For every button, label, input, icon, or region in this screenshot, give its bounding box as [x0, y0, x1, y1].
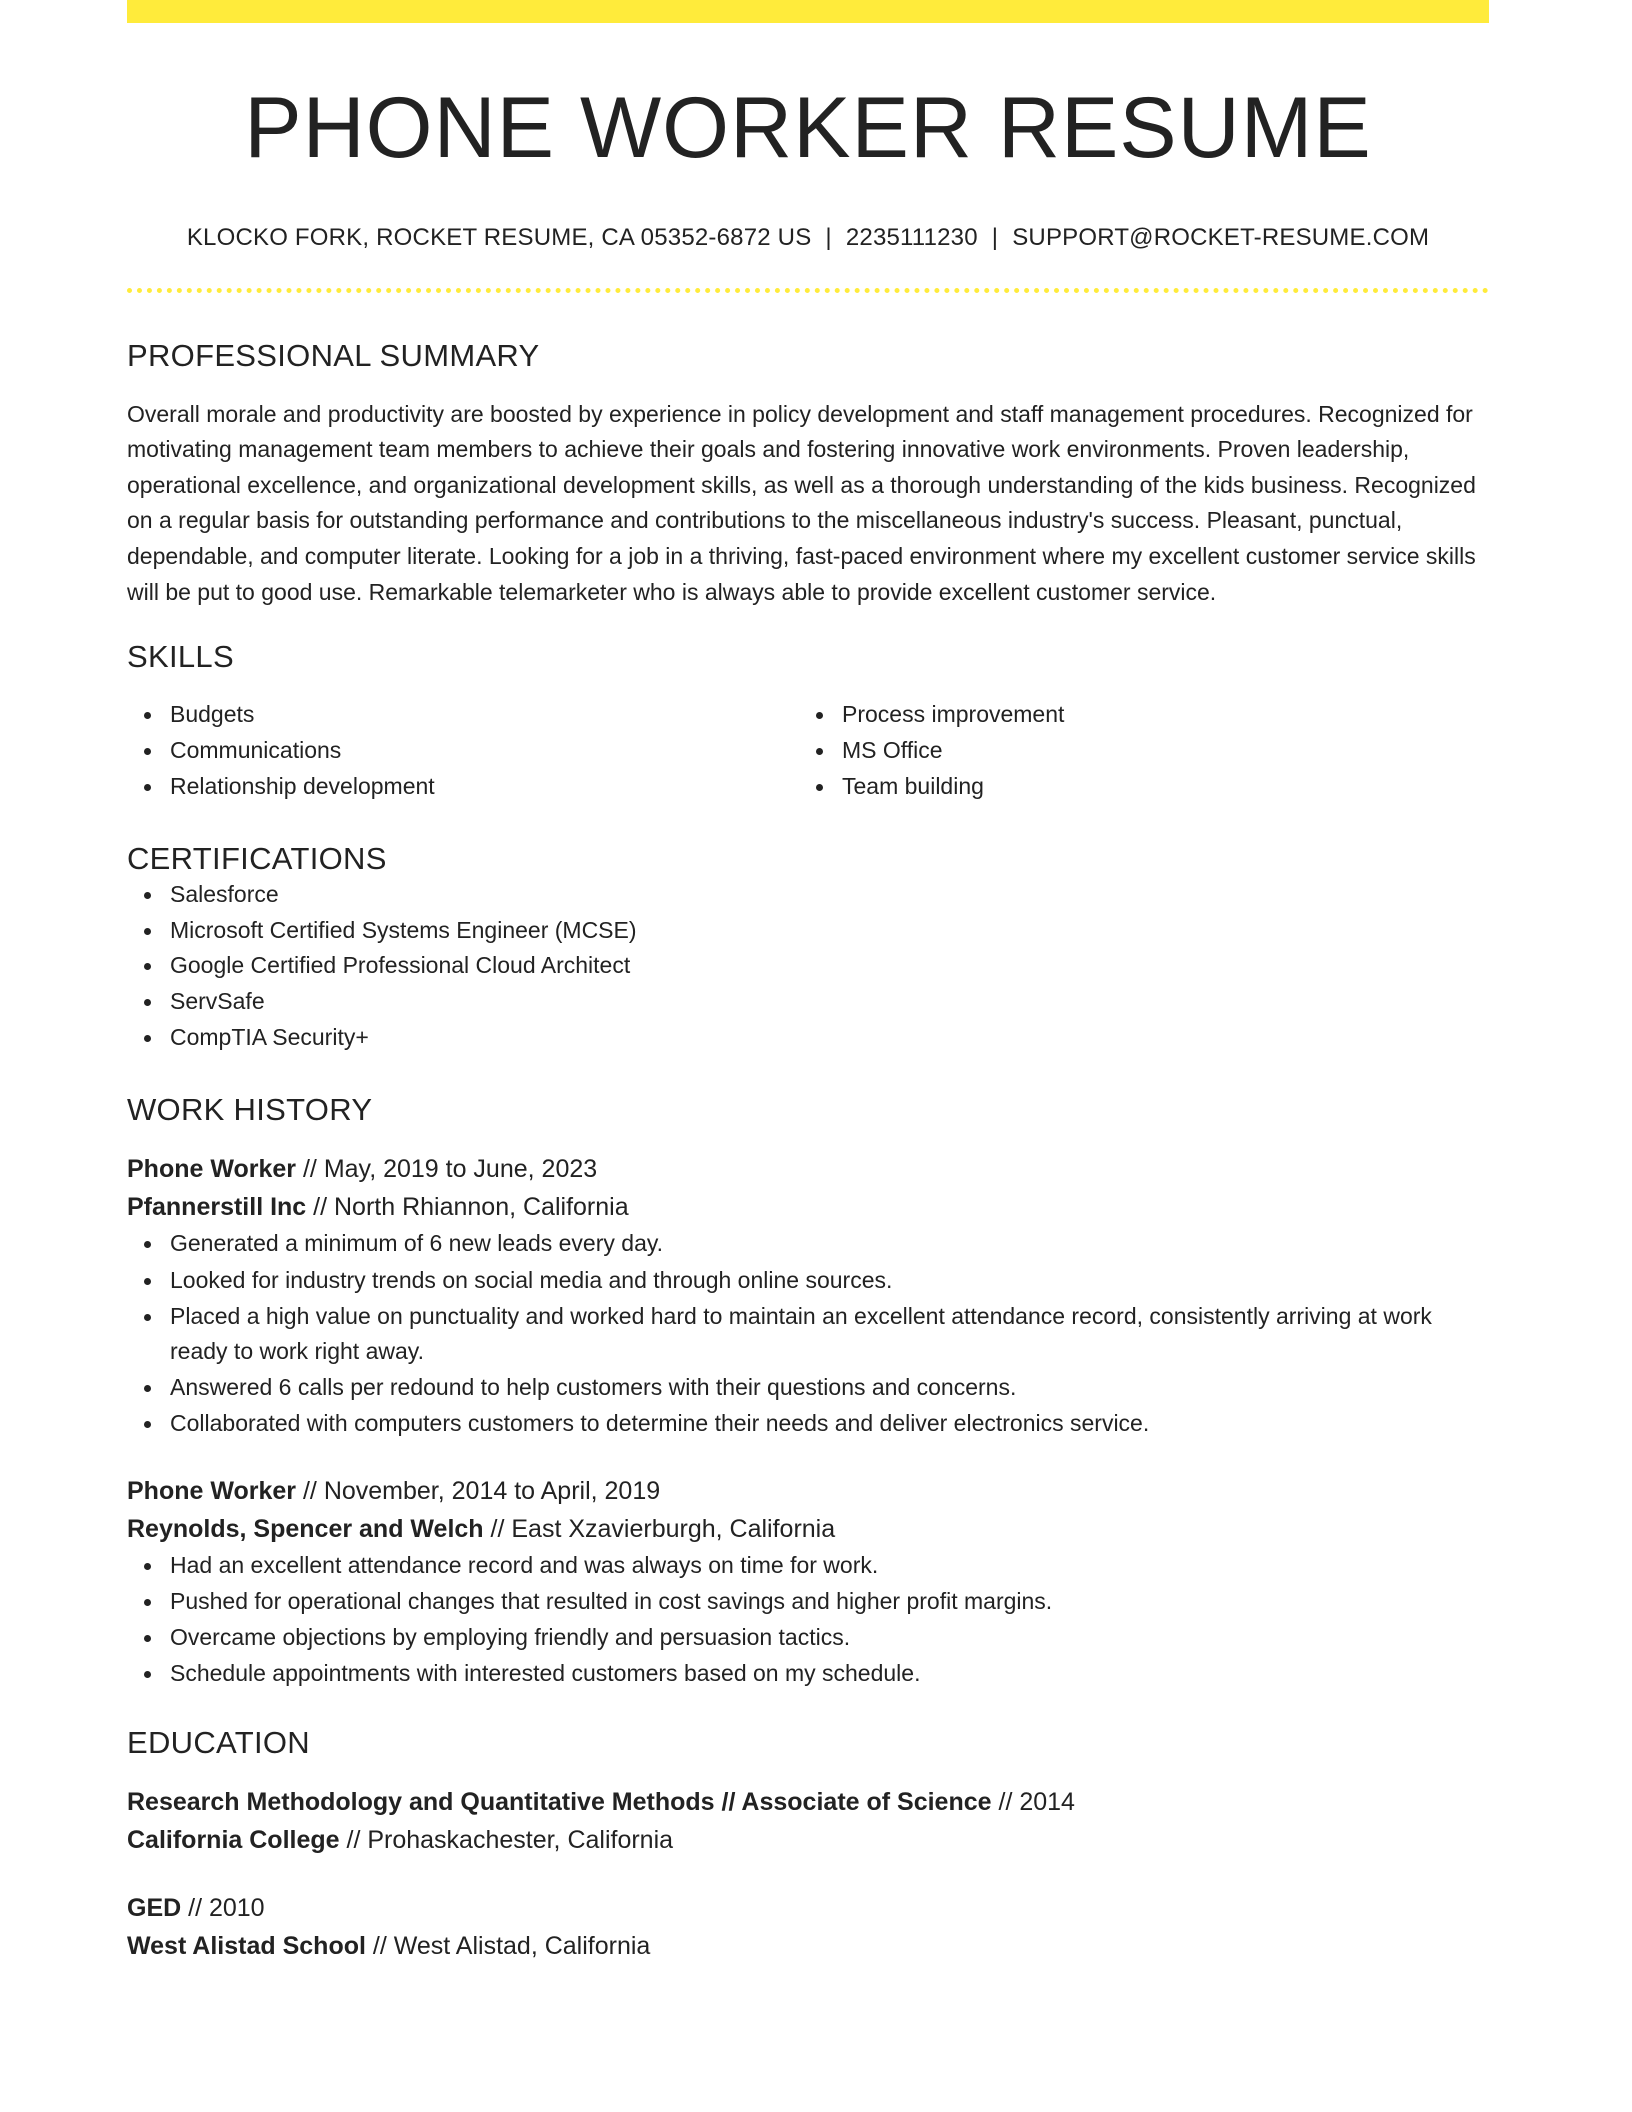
education-school: California College	[127, 1826, 340, 1855]
summary-heading: PROFESSIONAL SUMMARY	[127, 338, 540, 374]
resume-title: PHONE WORKER RESUME	[244, 80, 1372, 176]
job-duty: Placed a high value on punctuality and worked hard to maintain an excellent attendance record, consistently arriving at work ready to work right away.	[170, 1299, 1489, 1370]
skills-column-left	[127, 697, 799, 804]
job-role-line	[127, 1472, 1489, 1510]
job-location: // North Rhiannon, California	[306, 1193, 629, 1222]
job-duties-list	[127, 1226, 1489, 1442]
education-year: // 2010	[181, 1894, 265, 1923]
education-degree: Research Methodology and Quantitative Methods // Associate of Science	[127, 1788, 992, 1817]
job-duty: Pushed for operational changes that resulted in cost savings and higher profit margins.	[170, 1584, 1489, 1620]
education-school: West Alistad School	[127, 1932, 366, 1961]
certifications-list	[127, 877, 1489, 1055]
job-role: Phone Worker	[127, 1155, 297, 1184]
certification-item: Google Certified Professional Cloud Architect	[170, 948, 1489, 984]
certification-item: Salesforce	[170, 877, 1489, 913]
job-entry	[127, 1150, 1489, 1442]
contact-email: SUPPORT@ROCKET-RESUME.COM	[1012, 223, 1430, 251]
job-dates: // November, 2014 to April, 2019	[296, 1477, 661, 1506]
job-duty: Schedule appointments with interested customers based on my schedule.	[170, 1656, 1489, 1692]
job-role-line	[127, 1150, 1489, 1188]
job-company-line	[127, 1188, 1489, 1226]
resume-page	[127, 0, 1489, 1965]
skills-list-left	[127, 697, 799, 804]
job-company-line	[127, 1510, 1489, 1548]
education-location: // West Alistad, California	[365, 1932, 651, 1961]
job-entry	[127, 1472, 1489, 1692]
skill-item: Process improvement	[842, 697, 1471, 733]
certification-item: Microsoft Certified Systems Engineer (MCSE)	[170, 913, 1489, 949]
job-duty: Answered 6 calls per redound to help customers with their questions and concerns.	[170, 1370, 1489, 1406]
education-heading: EDUCATION	[127, 1724, 310, 1760]
certifications-heading: CERTIFICATIONS	[127, 841, 387, 877]
job-duty: Collaborated with computers customers to determine their needs and deliver electronics service.	[170, 1406, 1489, 1442]
job-company: Reynolds, Spencer and Welch	[127, 1515, 484, 1544]
job-duty: Generated a minimum of 6 new leads every day.	[170, 1226, 1489, 1262]
education-degree-line	[127, 1889, 1489, 1927]
skills-grid	[127, 697, 1489, 804]
job-duty: Looked for industry trends on social media and through online sources.	[170, 1263, 1489, 1299]
education-school-line	[127, 1821, 1489, 1859]
skill-item: Relationship development	[170, 769, 799, 805]
skill-item: Team building	[842, 769, 1471, 805]
job-duties-list	[127, 1548, 1489, 1692]
skills-heading: SKILLS	[127, 639, 234, 675]
job-company: Pfannerstill Inc	[127, 1193, 307, 1222]
certification-item: CompTIA Security+	[170, 1020, 1489, 1056]
job-location: // East Xzavierburgh, California	[483, 1515, 836, 1544]
education-location: // Prohaskachester, California	[339, 1826, 674, 1855]
contact-phone: 2235111230	[845, 223, 978, 251]
job-dates: // May, 2019 to June, 2023	[296, 1155, 598, 1184]
top-accent-bar	[127, 0, 1489, 23]
education-entry	[127, 1783, 1489, 1859]
education-degree-line	[127, 1783, 1489, 1821]
skill-item: Budgets	[170, 697, 799, 733]
education-entry	[127, 1889, 1489, 1965]
job-role: Phone Worker	[127, 1477, 297, 1506]
job-duty: Overcame objections by employing friendly and persuasion tactics.	[170, 1620, 1489, 1656]
education-degree: GED	[127, 1894, 182, 1923]
skill-item: Communications	[170, 733, 799, 769]
skills-list-right	[799, 697, 1471, 804]
contact-separator: |	[991, 223, 999, 251]
header-divider	[127, 288, 1489, 293]
certification-item: ServSafe	[170, 984, 1489, 1020]
contact-line	[127, 224, 1489, 253]
job-duty: Had an excellent attendance record and was always on time for work.	[170, 1548, 1489, 1584]
contact-separator: |	[825, 223, 832, 251]
skill-item: MS Office	[842, 733, 1471, 769]
skills-column-right	[799, 697, 1471, 804]
contact-address: KLOCKO FORK, ROCKET RESUME, CA 05352-6872 US	[186, 223, 812, 251]
education-school-line	[127, 1927, 1489, 1965]
work-history-heading: WORK HISTORY	[127, 1092, 373, 1128]
education-year: // 2014	[991, 1788, 1075, 1817]
summary-text: Overall morale and productivity are boosted by experience in policy development and staff management procedures. Recognized for motivating management team members to achieve their goals and fostering innovative work environments. Proven leadership, operational excellence, and organizational development skills, as well as a thorough understanding of the kids business. Recognized on a regular basis for outstanding performance and contributions to the miscellaneous industry's success. Pleasant, punctual, dependable, and computer literate. Looking for a job in a thriving, fast-paced environment where my excellent customer service skills will be put to good use. Remarkable telemarketer who is always able to provide excellent customer service.	[127, 400, 1476, 605]
